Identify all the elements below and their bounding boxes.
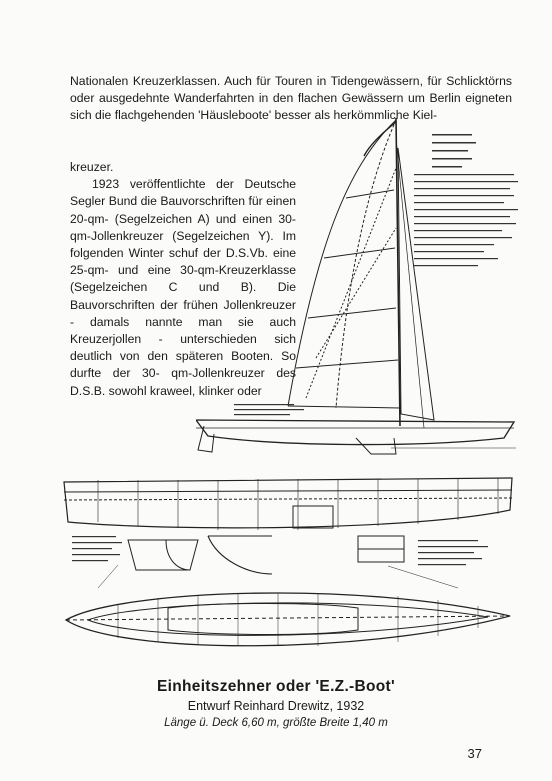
centreboard-shape	[208, 536, 272, 574]
centreline	[66, 616, 510, 620]
boom-line	[288, 406, 400, 408]
batten-3	[308, 308, 396, 318]
sail-annotation-table	[414, 134, 518, 266]
centreboard	[356, 438, 396, 454]
batten-2	[324, 248, 395, 258]
sail-plan-drawing	[196, 108, 526, 456]
leader-line-1	[388, 566, 458, 588]
cross-section-1	[128, 540, 198, 570]
measure-diagonal-1	[316, 228, 396, 358]
centreboard-case	[293, 506, 333, 528]
sheer-line	[64, 490, 512, 492]
construction-plan-drawing	[58, 470, 518, 675]
page-number: 37	[467, 746, 482, 761]
frames	[98, 478, 498, 530]
rudder	[198, 426, 214, 452]
figure-caption-designer: Entwurf Reinhard Drewitz, 1932	[187, 699, 365, 713]
leader-line-2	[98, 565, 118, 588]
cross-section-curve	[166, 540, 190, 570]
deck-line	[64, 498, 512, 500]
paragraph-intro: Nationalen Kreuzerklassen. Auch für Touren in Tidengewässern, für Schlicktörns oder ausgedehnte Wanderfahrten in den flachen Gewässern um Berlin eigneten sich die flachgehenden 'Häusleboote' besser als herkömmliche Kiel-	[70, 74, 512, 123]
mainsail-inner-curve	[336, 120, 396, 408]
figure-caption-dimensions: Länge ü. Deck 6,60 m, größte Breite 1,40 m	[164, 717, 388, 729]
cockpit-outline	[88, 603, 488, 636]
figure-caption-title: Einheitszehner oder 'E.Z.-Boot'	[157, 678, 395, 695]
paragraph-history: 1923 veröffentlichte der Deutsche Segler Bund die Bauvorschriften für einen 20-qm- (Segelzeichen A) und einen 30-qm-Jollenkreuzer (Segelzeichen Y). Im folgenden Winter schuf der D.S.Vb. eine 25-qm- und eine 30-qm-Kreuzerklasse (Segelzeichen C und B). Die Bauvorschriften der frühen Jollenkreuzer - damals nannte man sie auch Kreuzerjollen - unterschieden sich deutlich von den späteren Booten. So durfte der 30- qm-Jollenkreuzer des D.S.B. sowohl kraweel, klinker oder	[70, 177, 296, 398]
gaff-line	[364, 122, 396, 156]
hull-profile	[196, 420, 514, 445]
batten-4	[296, 360, 398, 368]
cockpit-well	[168, 604, 358, 635]
paragraph-continuation: kreuzer.	[70, 160, 114, 174]
hull-side-section	[64, 478, 512, 528]
